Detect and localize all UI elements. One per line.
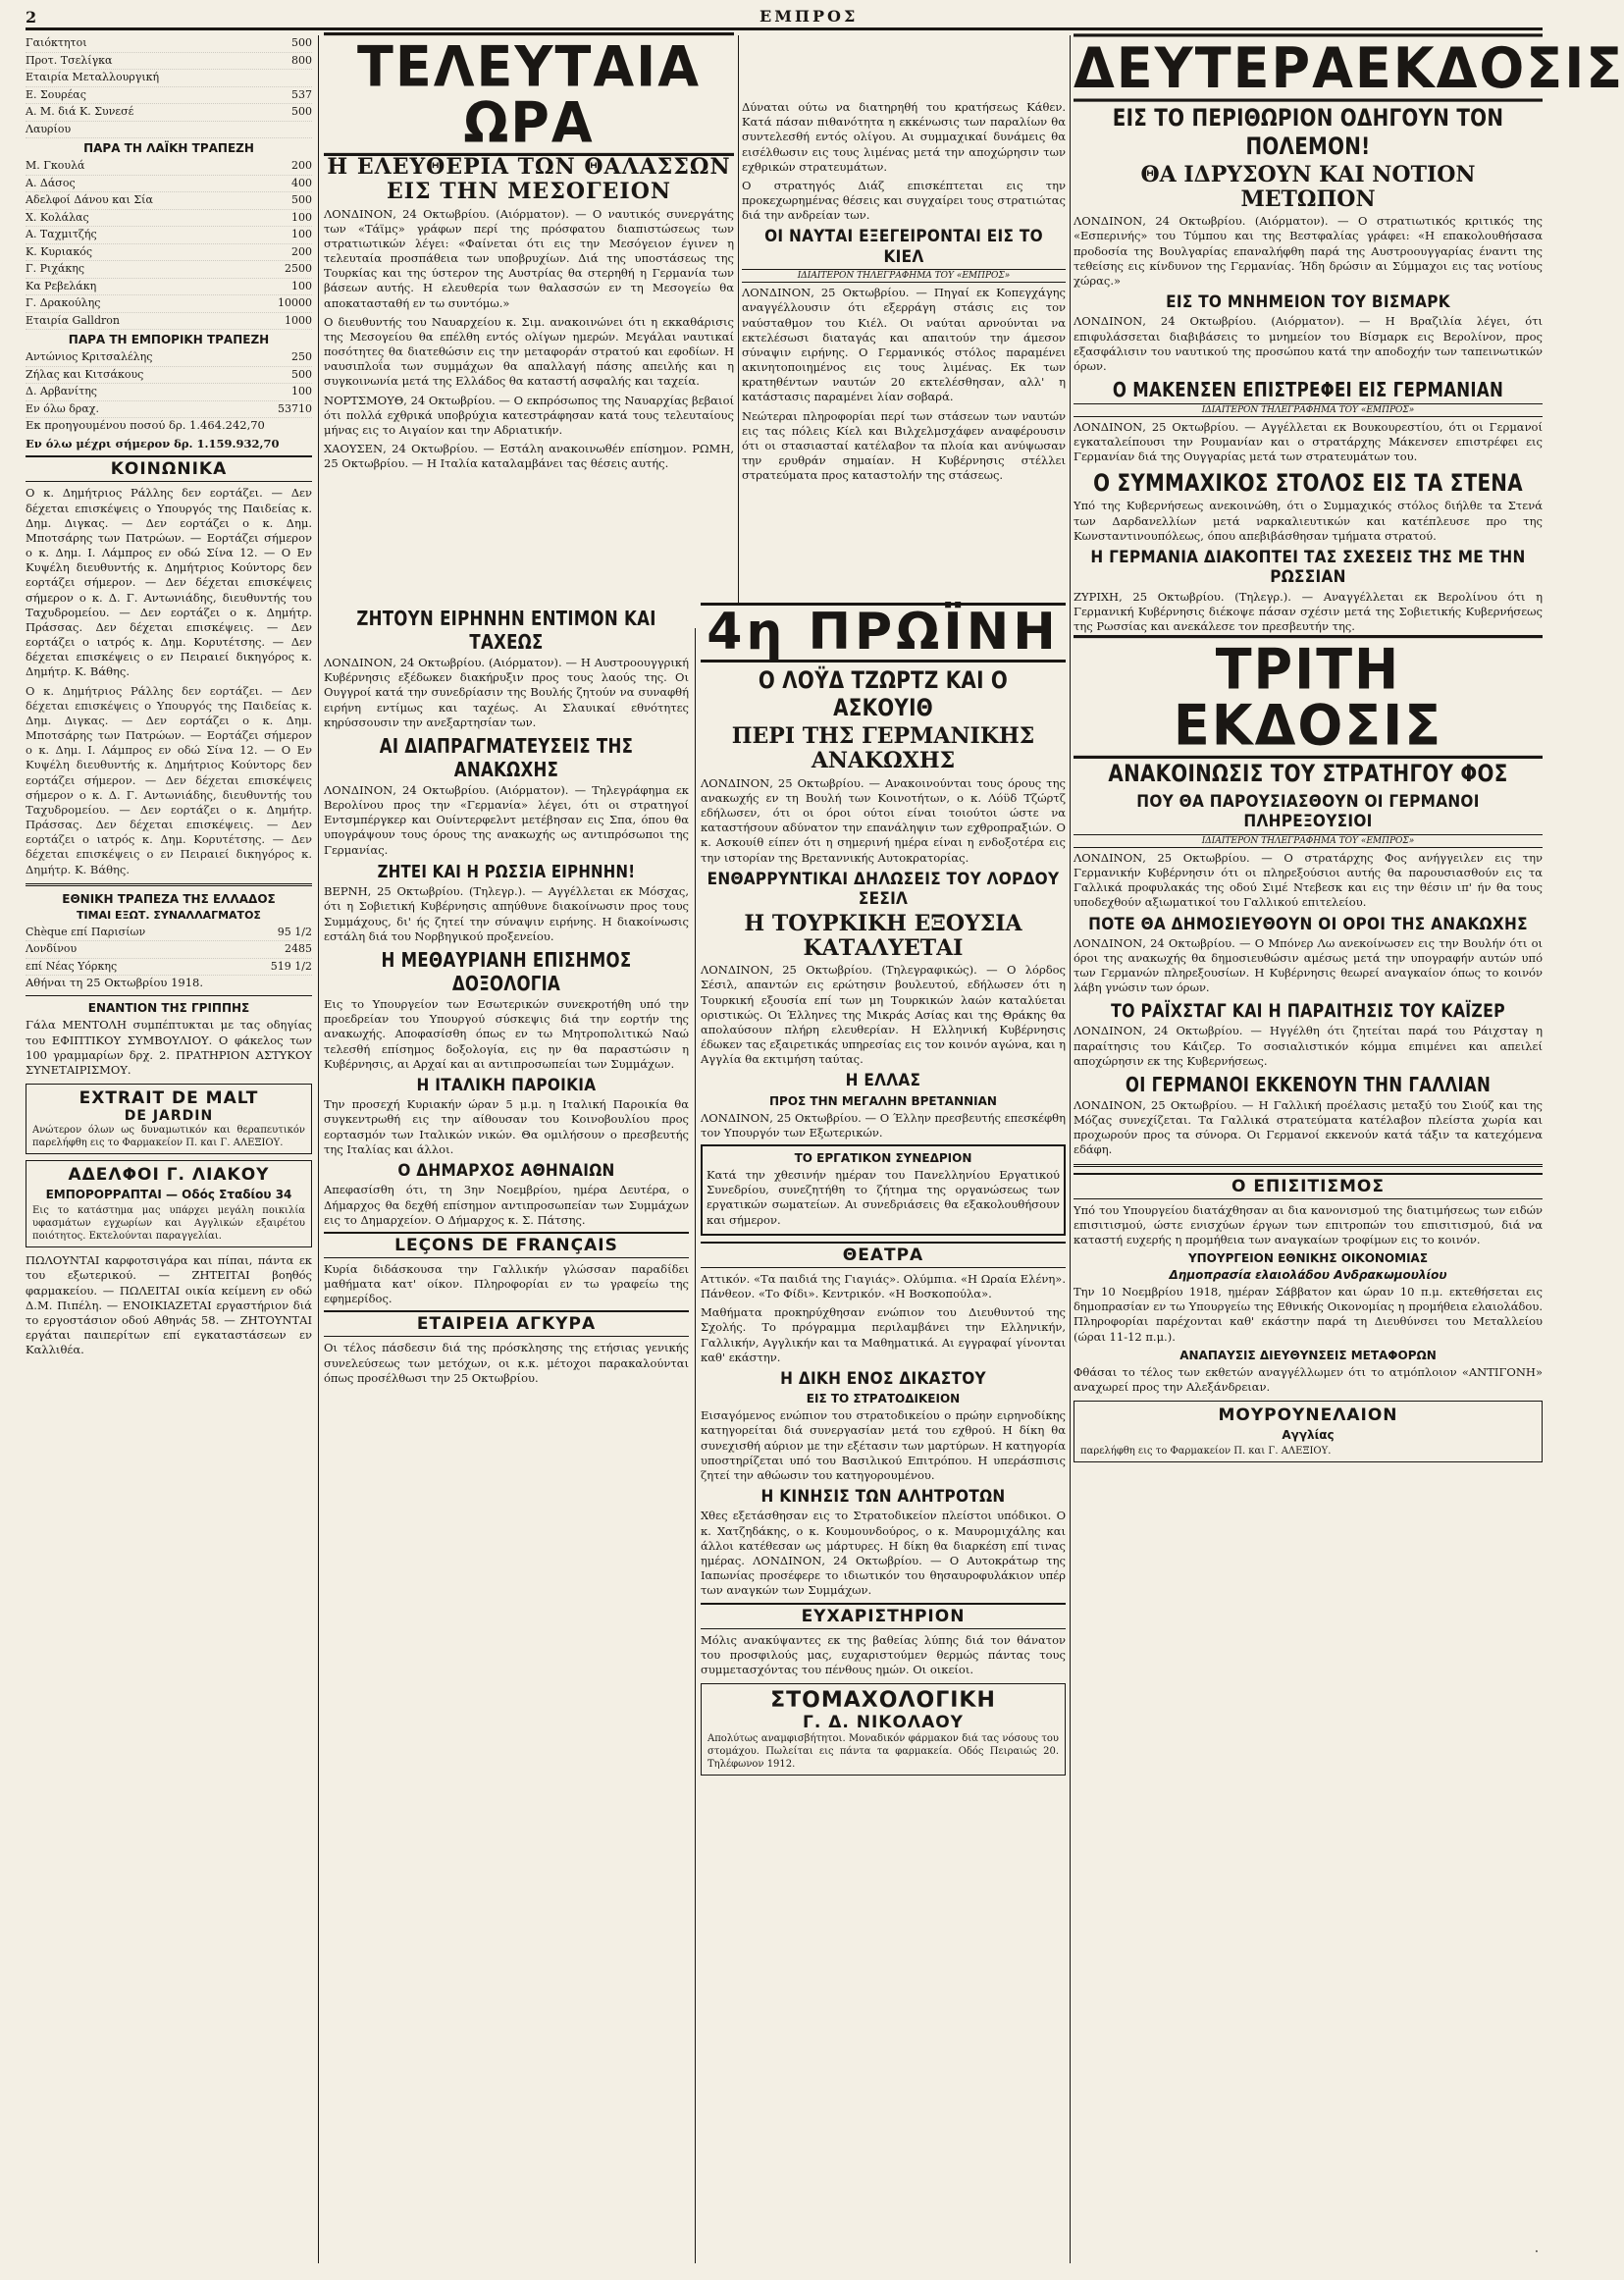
grand-total: Εν όλω μέχρι σήμερον δρ. 1.159.932,70 <box>26 437 280 451</box>
row-name: Ε. Σουρέας <box>26 87 86 101</box>
malt-title: EXTRAIT DE MALT <box>79 1088 259 1109</box>
row-name: Κ. Κυριακός <box>26 244 92 258</box>
article-paragraph: ΛΟΝΔΙΝΟΝ, 25 Οκτωβρίου. — Ο Έλλην πρεσβευτής επεσκέφθη τον Υπουργόν των Εξωτερικών. <box>701 1110 1066 1140</box>
advert-heading: ΑΝΑΠΑΥΣΙΣ ΔΙΕΥΘΥΝΣΕΙΣ ΜΕΤΑΦΟΡΩΝ <box>1179 1348 1437 1362</box>
row-name: Γ. Ριχάκης <box>26 262 85 275</box>
row-name: Ζήλας και Κιτσάκους <box>26 367 144 381</box>
article-paragraph: ΛΟΝΔΙΝΟΝ, 24 Οκτωβρίου. (Αιόρματον). — Ο ναυτικός συνεργάτης των «Τάϊμς» γράφων περί της πρόσφατου διαπιστώσεως των στρατιωτικών λέγει: «Φαίνεται ότι εις την Μεσόγειον έγινεν η τελευταία προσπάθεια των υποβρυχίων. Διά της υποστάσεως της Τουρκίας και της ύστερον της Αυστρίας θα στερηθή η Γερμανία των βάσεων αυτής. Η ελευθερία των θαλασσών εν τη Μεσογείω θα αποκατασταθή εν τω συντόμω.» <box>324 206 734 310</box>
advert-text: παρελήφθη εις το Φαρμακείον Π. και Γ. ΑΛΕΞΙΟΥ. <box>1080 1446 1332 1458</box>
labor-congress-box <box>701 1144 1066 1236</box>
footer-mark: · <box>1534 2245 1539 2259</box>
article-kicker: ΤΟ ΡΑΪΧΣΤΑΓ ΚΑΙ Η ΠΑΡΑΙΤΗΣΙΣ ΤΟΥ ΚΑΪΖΕΡ <box>1111 999 1505 1022</box>
row-value: 10000 <box>278 296 312 309</box>
article-paragraph: Υπό του Υπουργείου διατάχθησαν αι δια κανονισμού της διατιμήσεως των ειδών επισιτισμού, ώστε ενισχύων έργων των επιτροπών του επισιτισμού, διά να καταστή ευχερής η προμήθεια των αναγκαίων τροφίμων εις το κοινόν. <box>1074 1202 1543 1246</box>
byline: ΙΔΙΑΙΤΕΡΟΝ ΤΗΛΕΓΡΑΦΗΜΑ ΤΟΥ «ΕΜΠΡΟΣ» <box>1074 834 1543 848</box>
left-column <box>26 35 312 2263</box>
row-name: Α. Δάσος <box>26 176 76 189</box>
latest-hour-subheadline: Η ΕΛΕΥΘΕΡΙΑ ΤΩΝ ΘΑΛΑΣΣΩΝ ΕΙΣ ΤΗΝ ΜΕΣΟΓΕΙΟΝ <box>327 154 731 205</box>
divider <box>1074 1164 1543 1167</box>
list-row <box>26 104 312 122</box>
article-paragraph: ΖΥΡΙΧΗ, 25 Οκτωβρίου. (Τηλεγρ.). — Αναγγέλλεται εκ Βερολίνου ότι η Γερμανική Κυβέρνησις διέκοψε πάσαν σχέσιν μετά της Σοβιετικής Κυβερνήσεως της Ρωσσίας και ανεκάλεσε τον πρεσβευτήν της. <box>1074 589 1543 634</box>
notice-subheading: Δημοπρασία ελαιολάδου Ανδρακωμουλίου <box>1169 1268 1447 1283</box>
article-paragraph: ΛΟΝΔΙΝΟΝ, 25 Οκτωβρίου. (Τηλεγραφικώς). — Ο λόρδος Σέσιλ, απαντών εις ερώτησιν βουλευτού, εδήλωσεν ότι η Τουρκική εξουσία επί των μη Τουρκικών λαών καταλύεται οριστικώς. Οι Έλληνες της Μικράς Ασίας και της Θράκης θα απολαύσουν πλήρη ελευθερίαν. Η Ελληνική Κυβέρνησις έδωκεν τας εξαιρετικάς υπηρεσίας εις τον κοινόν αγώνα, και η Αγγλία θα εκτιμήση ταύτας. <box>701 963 1066 1067</box>
liakou-advert <box>26 1160 312 1247</box>
row-value: 100 <box>291 210 312 224</box>
list-row <box>26 279 312 296</box>
latest-hour-headline: ΤΕΛΕΥΤΑΙΑ ΩΡΑ <box>324 32 734 156</box>
article-paragraph: Κυρία διδάσκουσα την Γαλλικήν γλώσσαν παραδίδει μαθήματα κατ' οίκον. Πληροφορίαι εν τω γραφείω της εφημερίδος. <box>324 1261 689 1306</box>
article-paragraph: Μαθήματα προκηρύχθησαν ενώπιον του Διευθυντού της Σχολής. Το πρόγραμμα περιλαμβάνει την Ελληνικήν, Γαλλικήν, Αγγλικήν και τα Μαθηματικά. Αι εγγραφαί γίνονται καθ' εκάστην. <box>701 1305 1066 1364</box>
article-subheadline: ΠΡΟΣ ΤΗΝ ΜΕΓΑΛΗΝ ΒΡΕΤΑΝΝΙΑΝ <box>769 1093 997 1108</box>
article-paragraph: ΝΟΡΤΣΜΟΥΘ, 24 Οκτωβρίου. — Ο εκπρόσωπος της Ναυαρχίας βεβαιοί ότι πολλά εχθρικά υποβρύχια κατεστράφησαν κατά τους τελευταίους μήνας εις το Αιγαίον και την Αδριατικήν. <box>324 393 734 437</box>
list-row <box>26 192 312 210</box>
total-row <box>26 401 312 419</box>
newspaper-name: ΕΜΠΡΟΣ <box>760 7 859 26</box>
row-name: Α. Μ. διά Κ. Συνεσέ <box>26 105 134 118</box>
article-paragraph: Χθες εξετάσθησαν εις το Στρατοδικείον πλείστοι υπόδικοι. Ο κ. Χατζηδάκης, ο κ. Κουμουνδούρος, ο κ. Μαυρομιχάλης και άλλοι κατέθεσαν ως μάρτυρες. Η δίκη θα διαρκέση επί τινας ημέρας. ΛΟΝΔΙΝΟΝ, 24 Οκτωβρίου. — Ο Αυτοκράτωρ της Ιαπωνίας προσέφερε το ιδιωτικόν του θησαυροφυλάκιον υπέρ των αναγκών των Συμμάχων. <box>701 1509 1066 1598</box>
third-edition-headline: ΤΡΙΤΗ ΕΚΔΟΣΙΣ <box>1074 635 1543 759</box>
article-kicker: Η ΓΕΡΜΑΝΙΑ ΔΙΑΚΟΠΤΕΙ ΤΑΣ ΣΧΕΣΕΙΣ ΤΗΣ ΜΕ ΤΗΝ ΡΩΣΣΙΑΝ <box>1090 547 1526 588</box>
row-value <box>265 122 312 138</box>
section-heading: ΕΤΑΙΡΕΙΑ ΑΓΚΥΡΑ <box>324 1310 689 1337</box>
malt-advert <box>26 1084 312 1154</box>
article-kicker: Ο ΣΥΜΜΑΧΙΚΟΣ ΣΤΟΛΟΣ ΕΙΣ ΤΑ ΣΤΕΝΑ <box>1093 468 1523 497</box>
list-row <box>26 349 312 367</box>
row-value: 2485 <box>285 942 312 956</box>
list-row <box>26 295 312 313</box>
column-rule <box>1070 35 1071 2263</box>
article-kicker: Η ΚΙΝΗΣΙΣ ΤΩΝ ΑΛΗΤΡΟΤΩΝ <box>760 1487 1006 1508</box>
byline: ΙΔΙΑΙΤΕΡΟΝ ΤΗΛΕΓΡΑΦΗΜΑ ΤΟΥ «ΕΜΠΡΟΣ» <box>1074 403 1543 417</box>
article-paragraph: ΛΟΝΔΙΝΟΝ, 24 Οκτωβρίου. (Αιόρματον). — Τηλεγράφημα εκ Βερολίνου προς την «Γερμανία» λέγει, ότι οι στρατηγοί Εντσμπέργκερ και Ουίντερφελντ μετέβησαν εις Σπα, όπου θα υπογράψουν τους όρους της ανακωχής ως αντιπρόσωποι της Γερμανίας. <box>324 782 689 857</box>
row-value: 100 <box>291 228 312 240</box>
row-name: Αδελφοί Δάνου και Σία <box>26 193 153 206</box>
stomach-advert <box>701 1683 1066 1776</box>
box-text: Κατά την χθεσινήν ημέραν του Πανελληνίου Εργατικού Συνεδρίου, συνεζητήθη το ζήτημα της οργανώσεως των εργατικών σωματείων. Αι συνεδριάσεις θα εξακολουθήσουν και σήμερον. <box>707 1168 1060 1227</box>
article-kicker: ΕΙΣ ΤΟ ΠΕΡΙΘΩΡΙΟΝ ΟΔΗΓΟΥΝ ΤΟΝ ΠΟΛΕΜΟΝ! <box>1112 104 1504 160</box>
section-heading: Ο ΕΠΙΣΙΤΙΣΜΟΣ <box>1074 1173 1543 1199</box>
list-row <box>26 925 312 942</box>
article-kicker: ΖΗΤΕΙ ΚΑΙ Η ΡΩΣΣΙΑ ΕΙΡΗΝΗΝ! <box>377 861 636 882</box>
row-name: Αντώνιος Κριτσαλέλης <box>26 350 153 363</box>
latest-hour-column <box>324 35 734 624</box>
editions-column <box>1074 35 1624 2263</box>
morning-edition-headline: 4η ΠΡΩΪΝΗ <box>701 603 1066 663</box>
article-paragraph: ΛΟΝΔΙΝΟΝ, 24 Οκτωβρίου. (Αιόρματον). — Η Αυστροουγγρική Κυβέρνησις εξέδωκεν διακήρυξιν προς τους λαούς της. Οι Ουγγροί κατά την συνεδρίασιν της Βουλής ζητούν να συναφθή ειρήνη εντίμως και ταχέως. Αι Σλαυικαί εθνότητες κηρύσσουσιν την ανεξαρτησίαν των. <box>324 656 689 729</box>
article-paragraph: ΧΑΟΥΣΕΝ, 24 Οκτωβρίου. — Εστάλη ανακοινωθέν επίσημον. ΡΩΜΗ, 25 Οκτωβρίου. — Η Ιταλία καταλαμβάνει τας θέσεις αυτής. <box>324 442 734 471</box>
row-name: Εταιρία Galldron <box>26 313 120 327</box>
middle-left-column <box>324 603 689 2263</box>
total-label: Εν όλω δραχ. <box>26 401 99 415</box>
liakou-subtitle: ΕΜΠΟΡΟΡΡΑΠΤΑΙ — Οδός Σταδίου 34 <box>45 1188 292 1202</box>
second-edition-headline: ΔΕΥΤΕΡΑΕΚΔΟΣΙΣ <box>1074 33 1543 101</box>
donation-list <box>26 35 312 138</box>
notice-text: Την 10 Νοεμβρίου 1918, ημέραν Σάββατον και ώραν 10 π.μ. εκτεθήσεται εις δημοπρασίαν εν τω Υπουργείω της Εθνικής Οικονομίας η προμήθεια ελαιολάδου. Πληροφορίαι παρέχονται καθ' εκάστην παρά τη Διευθύνσει του Μεταλλείου (ώραι 11-12 π.μ.). <box>1074 1285 1543 1344</box>
divider <box>26 995 312 996</box>
article-kicker: ΕΙΣ ΤΟ ΜΝΗΜΕΙΟΝ ΤΟΥ ΒΙΣΜΑΡΚ <box>1166 292 1450 313</box>
article-kicker: Η ΔΙΚΗ ΕΝΟΣ ΔΙΚΑΣΤΟΥ <box>780 1368 986 1389</box>
row-value: 95 1/2 <box>277 925 312 938</box>
list-row <box>26 244 312 262</box>
article-paragraph: Νεώτεραι πληροφορίαι περί των στάσεων των ναυτών εις τας πόλεις Κίελ και Βιλχελμσχάφεν αναφέρουσιν ότι οι στασιασταί κατέλαβον τα πλοία και ανύψωσαν την ερυθράν σημαίαν. Η Κυβέρνησις στέλλει στρατεύματα προς καταστολήν της στάσεως. <box>742 408 1066 483</box>
row-value: 537 <box>291 87 312 101</box>
fx-note: Αθήναι τη 25 Οκτωβρίου 1918. <box>26 976 204 990</box>
article-subheadline: ΠΕΡΙ ΤΗΣ ΓΕΡΜΑΝΙΚΗΣ ΑΝΑΚΩΧΗΣ <box>731 723 1035 774</box>
donation-list <box>26 158 312 330</box>
advert-title: ΜΟΥΡΟΥΝΕΛΑΙΟΝ <box>1218 1405 1398 1426</box>
article-kicker: Η ΙΤΑΛΙΚΗ ΠΑΡΟΙΚΙΑ <box>416 1075 597 1095</box>
article-paragraph: Ο στρατηγός Διάζ επισκέπτεται εις την προκεχωρημένας θέσεις και συγχαίρει τους στρατιώτας διά την ανδρείαν των. <box>742 178 1066 223</box>
divider <box>26 883 312 886</box>
column-rule <box>318 35 319 2263</box>
oil-advert <box>1074 1401 1543 1462</box>
article-paragraph: ΛΟΝΔΙΝΟΝ, 25 Οκτωβρίου. — Η Γαλλική προέλασις μεταξύ του Σιούζ και της Μόζας συνεχίζεται. Τα Γαλλικά στρατεύματα κατέλαβον πλείστα χωρία και προχωρούν προς τα σύνορα. Οι Γερμανοί εκκενούν κατά τάξιν τα κατεχόμενα εδάφη. <box>1074 1097 1543 1157</box>
previous-total: Εκ προηγουμένου ποσού δρ. 1.464.242,70 <box>26 418 265 432</box>
article-paragraph: Μόλις ανακύψαντες εκ της βαθείας λύπης διά τον θάνατον του προσφιλούς μας, ευχαριστούμεν θερμώς πάντας τους συμμετασχόντας του πένθους ημών. Οι οικείοι. <box>701 1632 1066 1676</box>
advert-text: Φθάσαι το τέλος των εκθετών αναγγέλλωμεν ότι το ατμόπλοιον «ΑΝΤΙΓΟΝΗ» αναχωρεί προς την Αλεξάνδρειαν. <box>1074 1364 1543 1394</box>
section-heading: ΘΕΑΤΡΑ <box>701 1242 1066 1268</box>
article-kicker: ΑΝΑΚΟΙΝΩΣΙΣ ΤΟΥ ΣΤΡΑΤΗΓΟΥ ΦΟΣ <box>1108 760 1508 788</box>
article-kicker: Ο ΔΗΜΑΡΧΟΣ ΑΘΗΝΑΙΩΝ <box>397 1160 615 1181</box>
row-value: 100 <box>291 279 312 292</box>
section-heading: ΕΥΧΑΡΙΣΤΗΡΙΟΝ <box>701 1603 1066 1629</box>
row-value: 200 <box>291 244 312 258</box>
article-paragraph: ΛΟΝΔΙΝΟΝ, 24 Οκτωβρίου. — Ηγγέλθη ότι ζητείται παρά του Ράιχσταγ η παραίτησις του Κάιζερ. Το σοσιαλιστικόν κόμμα επιμένει και απειλεί αποχώρησιν εκ της Κυβερνήσεως. <box>1074 1024 1543 1068</box>
row-name: Χ. Κολάλας <box>26 210 89 224</box>
liakou-title: ΑΔΕΛΦΟΙ Γ. ΛΙΑΚΟΥ <box>68 1165 270 1186</box>
malt-text: Ανώτερον όλων ως δυναμωτικόν και θεραπευτικόν παρελήφθη εις το Φαρμακείον Π. και Γ. ΑΛΕΞΙΟΥ. <box>32 1125 305 1149</box>
row-name: Α. Ταχμιτζής <box>26 228 97 240</box>
article-paragraph: ΛΟΝΔΙΝΟΝ, 24 Οκτωβρίου. — Ο Μπόνερ Λω ανεκοίνωσεν εις την Βουλήν ότι οι όροι της ανακωχής θα δημοσιευθώσιν αμέσως μετά την υπογραφήν αυτών υπό των Γερμανών πληρεξουσίων. Η Κυβέρνησις θεωρεί αναγκαίον όπως το κοινόν λάβη γνώσιν των όρων. <box>1074 935 1543 995</box>
article-kicker: Η ΜΕΘΑΥΡΙΑΝΗ ΕΠΙΣΗΜΟΣ ΔΟΞΟΛΟΓΙΑ <box>381 948 632 995</box>
article-kicker: Η ΕΛΛΑΣ <box>845 1071 921 1091</box>
article-subheadline: ΘΑ ΙΔΡΥΣΟΥΝ ΚΑΙ ΝΟΤΙΟΝ ΜΕΤΩΠΟΝ <box>1140 161 1476 212</box>
middle-right-column <box>701 603 1066 2263</box>
grippe-heading: ΕΝΑΝΤΙΟΝ ΤΗΣ ΓΡΙΠΠΗΣ <box>87 1001 250 1016</box>
kiel-headline: ΟΙ ΝΑΥΤΑΙ ΕΞΕΓΕΙΡΟΝΤΑΙ ΕΙΣ ΤΟ ΚΙΕΛ <box>764 227 1043 267</box>
article-kicker: ΕΝΘΑΡΡΥΝΤΙΚΑΙ ΔΗΛΩΣΕΙΣ ΤΟΥ ΛΟΡΔΟΥ ΣΕΣΙΛ <box>707 869 1060 910</box>
social-text: Ο κ. Δημήτριος Ράλλης δεν εορτάζει. — Δεν δέχεται επισκέψεις ο Υπουργός της Παιδείας κ. Δημ. Διγκας. — Δεν εορτάζει ο κ. Δημ. Μποτσάρης των Πατρώων. — Εορτάζει σήμερον ο κ. Δημ. Ι. Λάμπρος εν οδώ Σίνα 12. — Ο Εν Κυψέλη διευθυντής κ. Δημήτριος Κούντορς δεν εορτάζει σήμερον. — Δεν δέχεται επισκέψεις σήμερον ο κ. Δ. Γ. Αντωνιάδης, διευθυντής του Ταχυδρομείου. — Δεν εορτάζει ο κ. Δημήτρ. Πράσσας. Δεν δέχεται επισκέψεις. — Δεν εορτάζει ο ιατρός κ. Δημ. Κορυτέτσης. — Δεν δέχεται επισκέψεις ο εν Πειραιεί δικηγόρος κ. Δημήτρ. Κ. Βάθης. <box>26 486 312 679</box>
advert-subtitle: Αγγλίας <box>1282 1428 1335 1443</box>
article-kicker: ΠΟΥ ΘΑ ΠΑΡΟΥΣΙΑΣΘΟΥΝ ΟΙ ΓΕΡΜΑΝΟΙ ΠΛΗΡΕΞΟΥΣΙΟΙ <box>1136 792 1480 832</box>
box-heading: ΤΟ ΕΡΓΑΤΙΚΟΝ ΣΥΝΕΔΡΙΟΝ <box>794 1151 972 1166</box>
article-kicker: Ο ΜΑΚΕΝΣΕΝ ΕΠΙΣΤΡΕΦΕΙ ΕΙΣ ΓΕΡΜΑΝΙΑΝ <box>1112 378 1504 402</box>
social-text: Ο κ. Δημήτριος Ράλλης δεν εορτάζει. — Δεν δέχεται επισκέψεις ο Υπουργός της Παιδείας κ. Δημ. Διγκας. — Δεν εορτάζει ο κ. Δημ. Μποτσάρης των Πατρώων. — Εορτάζει σήμερον ο κ. Δημ. Ι. Λάμπρος εν οδώ Σίνα 12. — Ο Εν Κυψέλη διευθυντής κ. Δημήτριος Κούντορς δεν εορτάζει σήμερον. — Δεν δέχεται επισκέψεις σήμερον ο κ. Δ. Γ. Αντωνιάδης, διευθυντής του Ταχυδρομείου. — Δεν εορτάζει ο κ. Δημήτρ. Πράσσας. Δεν δέχεται επισκέψεις. — Δεν εορτάζει ο ιατρός κ. Δημ. Κορυτέτσης. — Δεν δέχεται επισκέψεις ο εν Πειραιεί δικηγόρος κ. Δημήτρ. Κ. Βάθης. <box>26 683 312 876</box>
article-paragraph: ΛΟΝΔΙΝΟΝ, 25 Οκτωβρίου. — Πηγαί εκ Κοπεγχάγης αναγγέλλουσιν ότι εξερράγη στάσις εις τον ναύσταθμον του Κιέλ. Οι ναύται αρνούνται να εκτελέσωσι διαταγάς και απαιτούν την άμεσον σύναψιν ειρήνης. Ο Γερμανικός στόλος παραμένει ακινητοποιημένος εις τους λιμένας. Εκ των κρατηθέντων ναυτών 20 εκτελέσθησαν, αλλ' η κατάστασις παραμένει λίαν σοβαρά. <box>742 286 1066 404</box>
row-name: Chèque επί Παρισίων <box>26 925 146 938</box>
article-paragraph: ΛΟΝΔΙΝΟΝ, 24 Οκτωβρίου. (Αιόρματον). — Η Βραζιλία λέγει, ότι επιφυλάσσεται διαβιβάσεις το μνημείον του Βίσμαρκ εις Βερολίνον, προς εξασφάλισιν του ναυτικού της προσώπου κατά την αποδοχήν των ταπεινωτικών όρων. <box>1074 314 1543 373</box>
article-paragraph: ΒΕΡΝΗ, 25 Οκτωβρίου. (Τηλεγρ.). — Αγγέλλεται εκ Μόσχας, ότι η Σοβιετική Κυβέρνησις απηύθυνε διακοίνωσιν προς τους Συμμάχους, δι' ής ζητεί την σύναψιν ειρήνης. Η διακοίνωσις εστάλη διά του Νορβηγικού προξενείου. <box>324 884 689 943</box>
article-paragraph: ΛΟΝΔΙΝΟΝ, 25 Οκτωβρίου. — Ο στρατάρχης Φος ανήγγειλεν εις την Γερμανικήν Κυβέρνησιν ότι οι πληρεξούσιοι αυτής θα παρουσιασθούν εις τα Γαλλικά προφυλακάς της οδού Σιμέ Ντεβεσκ και εις την θέσιν ιπ' ήν θα τους υποδεχθούν αξιωματικοί του Γαλλικού επιτελείου. <box>1074 850 1543 910</box>
row-name: Εταιρία Μεταλλουργική <box>26 71 160 83</box>
article-paragraph: Εισαγόμενος ενώπιον του στρατοδικείου ο πρώην ειρηνοδίκης κατηγορείται διά συνεργασίαν μετά του εχθρού. Η δίκη θα συνεχισθή αύριον με την εξέτασιν των μαρτύρων. Η κατηγορία υποστηρίζεται υπό του Βασιλικού Επιτρόπου. Η υπεράσπισις ζητεί την αθώωσιν του κατηγορουμένου. <box>701 1408 1066 1482</box>
article-paragraph: Αττικόν. «Τα παιδιά της Γιαγιάς». Ολύμπια. «Η Ωραία Ελένη». Πάνθεον. «Το Φίδι». Κεντρικόν. «Η Βοσκοπούλα». <box>701 1271 1066 1300</box>
section-heading: LEÇONS DE FRANÇAIS <box>324 1232 689 1258</box>
social-heading: ΚΟΙΝΩΝΙΚΑ <box>26 455 312 482</box>
list-row <box>26 158 312 176</box>
row-name: Λονδίνου <box>26 942 78 956</box>
row-value: 400 <box>291 176 312 189</box>
list-row <box>26 384 312 401</box>
list-row <box>26 959 312 977</box>
list-row <box>26 227 312 244</box>
advert-text: Απολύτως αναμφισβήτητοι. Μοναδικόν φάρμακον διά τας νόσους του στομάχου. Πωλείται εις πάντα τα φαρμακεία. Οδός Πειραιώς 20. Τηλέφωνον 1912. <box>707 1733 1059 1771</box>
article-paragraph: ΛΟΝΔΙΝΟΝ, 24 Οκτωβρίου. (Αιόρματον). — Ο στρατιωτικός κριτικός της «Εσπερινής» του Τύμπου και της Βεστφαλίας γράφει: «Η επακολουθήσασα προδοσία της Βουλγαρίας επαναλήφθη παρά της Αυστροουγγαρίας έναντι της τεθείσης εις κίνδυνον της Γερμανίας. Ήδη δρώσιν αι Σύμμαχοι εις τας νοτίους χώρας.» <box>1074 214 1543 288</box>
article-kicker: Ο ΛΟΫΔ ΤΖΩΡΤΖ ΚΑΙ Ο ΑΣΚΟΥΙΘ <box>758 665 1009 722</box>
article-paragraph: Απεφασίσθη ότι, τη 3ην Νοεμβρίου, ημέρα Δευτέρα, ο Δήμαρχος θα δεχθή επίσημον αντιπροσωπείαν των Συμμάχων εις το Δημαρχείον. Ο Δήμαρχος κ. Σ. Πάτσης. <box>324 1183 689 1227</box>
malt-subtitle: DE JARDIN <box>124 1108 214 1125</box>
article-subheadline: ΕΙΣ ΤΟ ΣΤΡΑΤΟΔΙΚΕΙΟΝ <box>806 1392 961 1406</box>
article-paragraph: Δύναται ούτω να διατηρηθή του κρατήσεως Κάθεν. Κατά πάσαν πιθανότητα η εκκένωσις των παραλίων θα συντελεσθή εντός ολίγου. Αι συμμαχικαί δυνάμεις θα εισέλθωσιν εις τους λιμένας μετά την αποχώρησιν των εχθρικών στρατευμάτων. <box>742 100 1066 174</box>
advert-subtitle: Γ. Δ. ΝΙΚΟΛΑΟΥ <box>803 1713 964 1733</box>
fx-list <box>26 925 312 977</box>
column-rule <box>738 35 739 603</box>
row-name: Δ. Αρβανίτης <box>26 385 97 398</box>
list-row <box>26 176 312 193</box>
article-subheadline: Η ΤΟΥΡΚΙΚΗ ΕΞΟΥΣΙΑ ΚΑΤΑΛΥΕΤΑΙ <box>744 910 1022 961</box>
article-kicker: ΠΟΤΕ ΘΑ ΔΗΜΟΣΙΕΥΘΟΥΝ ΟΙ ΟΡΟΙ ΤΗΣ ΑΝΑΚΩΧΗΣ <box>1088 914 1528 934</box>
liakou-text: Εις το κατάστημα μας υπάρχει μεγάλη ποικιλία υφασμάτων εγχωρίων και Αγγλικών εξαιρέτου ποιότητος. Εκτελούνται παραγγελίαι. <box>32 1205 305 1243</box>
kiel-column <box>742 35 1066 624</box>
middle-block <box>324 603 1066 2263</box>
row-name: Κα Ρεβελάκη <box>26 279 97 292</box>
row-value: 500 <box>291 193 312 206</box>
list-row <box>26 941 312 959</box>
list-row <box>26 122 312 139</box>
grippe-text: Γάλα ΜΕΝΤΟΛΗ συμπέπτυκται με τας οδηγίας του ΕΦΙΠΤΙΚΟΥ ΣΥΜΒΟΥΛΙΟΥ. Ο φάκελος των 100 γραμμαρίων δρχ. 2. ΠΡΑΤΗΡΙΟΝ ΑΣΤΥΚΟΥ ΣΥΝΕΤΑΙΡΙΣΜΟΥ. <box>26 1018 312 1077</box>
row-value: 100 <box>291 385 312 398</box>
row-name: Μ. Γκουλά <box>26 159 85 172</box>
total-value: 53710 <box>278 401 312 415</box>
byline: ΙΔΙΑΙΤΕΡΟΝ ΤΗΛΕΓΡΑΦΗΜΑ ΤΟΥ «ΕΜΠΡΟΣ» <box>742 269 1066 283</box>
row-name: επί Νέας Υόρκης <box>26 959 118 973</box>
list-row <box>26 87 312 105</box>
row-name: Προτ. Τσελίγκα <box>26 53 113 67</box>
masthead <box>26 7 1543 30</box>
bank-box-heading: ΕΘΝΙΚΗ ΤΡΑΠΕΖΑ ΤΗΣ ΕΛΛΑΔΟΣ <box>62 891 276 906</box>
bank-box-subheading: ΤΙΜΑΙ ΕΞΩΤ. ΣΥΝΑΛΛΑΓΜΑΤΟΣ <box>77 908 261 922</box>
bank-heading: ΠΑΡΑ ΤΗ ΛΑΪΚΗ ΤΡΑΠΕΖΗ <box>83 141 254 155</box>
row-value: 519 1/2 <box>270 959 312 973</box>
page-number: 2 <box>26 8 37 27</box>
advert-title: ΣΤΟΜΑΧΟΛΟΓΙΚΗ <box>770 1688 996 1714</box>
list-row <box>26 367 312 385</box>
list-row <box>26 35 312 53</box>
list-row <box>26 70 312 87</box>
list-row <box>26 210 312 228</box>
list-row <box>26 313 312 331</box>
row-value: 500 <box>291 36 312 49</box>
classified-ads: ΠΩΛΟΥΝΤΑΙ καρφοτσιγάρα και πίπαι, πάντα εκ του εξωτερικού. — ΖΗΤΕΙΤΑΙ βοηθός φαρμακείου. — ΠΩΛΕΙΤΑΙ οικία κείμενη εν οδώ Δ.Μ. Πιπέλη. — ΕΝΟΙΚΙΑΖΕΤΑΙ εργαστήριον διά το εργοστάσιον οδού Αθηνάς 58. — ΖΗΤΟΥΝΤΑΙ εργάται παιπερίτων επί εγκαταστάσεων εν Καλλιθέα. <box>26 1253 312 1357</box>
article-paragraph: Την προσεχή Κυριακήν ώραν 5 μ.μ. η Ιταλική Παροικία θα συγκεντρωθή εις την αίθουσαν του Κοινοβουλίου προς εορτασμόν των Ιταλικών νικών. Θα ομιλήσουν ο πρεσβευτής της Ιταλίας και άλλοι. <box>324 1097 689 1156</box>
emporiki-heading: ΠΑΡΑ ΤΗ ΕΜΠΟΡΙΚΗ ΤΡΑΠΕΖΗ <box>68 333 270 346</box>
article-kicker: ΑΙ ΔΙΑΠΡΑΓΜΑΤΕΥΣΕΙΣ ΤΗΣ ΑΝΑΚΩΧΗΣ <box>379 733 634 781</box>
row-value: 800 <box>291 53 312 67</box>
article-paragraph: Οι τέλος πάσδεσιν διά της πρόσκλησης της ετήσιας γενικής συνελεύσεως των μετόχων, οι κ.κ. μέτοχοι παρακαλούνται όπως προσέλθωσι την 25 Οκτωβρίου. <box>324 1341 689 1385</box>
row-value: 1000 <box>285 313 312 327</box>
row-value: 500 <box>291 367 312 381</box>
article-paragraph: ΛΟΝΔΙΝΟΝ, 25 Οκτωβρίου. — Αγγέλλεται εκ Βουκουρεστίου, ότι οι Γερμανοί εγκαταλείπουσι την Ρουμανίαν και ο στρατάρχης Μάκενσεν επιστρέφει εις Γερμανίαν διά της Ουγγαρίας μετά των στρατευμάτων του. <box>1074 420 1543 464</box>
newspaper-page <box>26 7 1624 2267</box>
row-value: 250 <box>291 350 312 363</box>
donation-list <box>26 349 312 401</box>
row-value: 500 <box>291 105 312 118</box>
article-paragraph: Υπό της Κυβερνήσεως ανεκοινώθη, ότι ο Συμμαχικός στόλος διήλθε τα Στενά των Δαρδανελλίων μετά ναρκαλιευτικών και κατέπλευσε προ της Κωνσταντινουπόλεως, όπου απεβιβάσθησαν τμήματα στρατού. <box>1074 499 1543 543</box>
article-paragraph: Εις το Υπουργείον των Εσωτερικών συνεκροτήθη υπό την προεδρείαν του Υπουργού σύσκεψις διά την εορτήν της ανακωχής. Αποφασίσθη όπως εν τω Μητροπολιτικώ Ναώ τελεσθή επίσημος δοξολογία, εις ην θα παραστώσιν η Κυβέρνησις, αι Αρχαί και αι αντιπροσωπείαι των Συμμάχων. <box>324 997 689 1071</box>
row-name: Γ. Δρακούλης <box>26 296 101 309</box>
row-name: Λαυρίου <box>26 122 72 135</box>
list-row <box>26 261 312 279</box>
list-row <box>26 53 312 71</box>
article-kicker: ΟΙ ΓΕΡΜΑΝΟΙ ΕΚΚΕΝΟΥΝ ΤΗΝ ΓΑΛΛΙΑΝ <box>1125 1072 1492 1096</box>
article-paragraph: Ο διευθυντής του Ναυαρχείου κ. Σιμ. ανακοινώνει ότι η εκκαθάρισις της Μεσογείου θα επέλθη εντός ολίγων ημερών. Μεγάλαι ναυτικαί ποσότητες θα διατεθώσιν εις την μεταφοράν στρατού και εφοδίων. Η ναυσιπλοΐα των συμμάχων θα απαλλαγή πάσης απειλής και η συγκοινωνία μετά της Ελλάδος θα καταστή ασφαλής και ταχεία. <box>324 314 734 389</box>
article-kicker: ΖΗΤΟΥΝ ΕΙΡΗΝΗΝ ΕΝΤΙΜΟΝ ΚΑΙ ΤΑΧΕΩΣ <box>356 607 656 654</box>
article-paragraph: ΛΟΝΔΙΝΟΝ, 25 Οκτωβρίου. — Ανακοινούνται τους όρους της ανακωχής εν τη Βουλή των Κοινοτήτων, ο κ. Λόϋδ Τζώρτζ εδήλωσεν, ότι οι όροι ούτοι είναι τοιούτοι ώστε να καταστήσουν αδύνατον την επανάληψιν των εχθροπραξιών. Ο κ. Ασκουίθ είπεν ότι η σημερινή ημέρα είναι η ενδοξοτέρα εις την ιστορίαν της Βρεταννικής Αυτοκρατορίας. <box>701 775 1066 865</box>
row-value: 2500 <box>285 262 312 275</box>
row-value: 200 <box>291 159 312 172</box>
notice-heading: ΥΠΟΥΡΓΕΙΟΝ ΕΘΝΙΚΗΣ ΟΙΚΟΝΟΜΙΑΣ <box>1187 1251 1429 1266</box>
row-value <box>265 70 312 86</box>
row-name: Γαιόκτητοι <box>26 36 87 49</box>
